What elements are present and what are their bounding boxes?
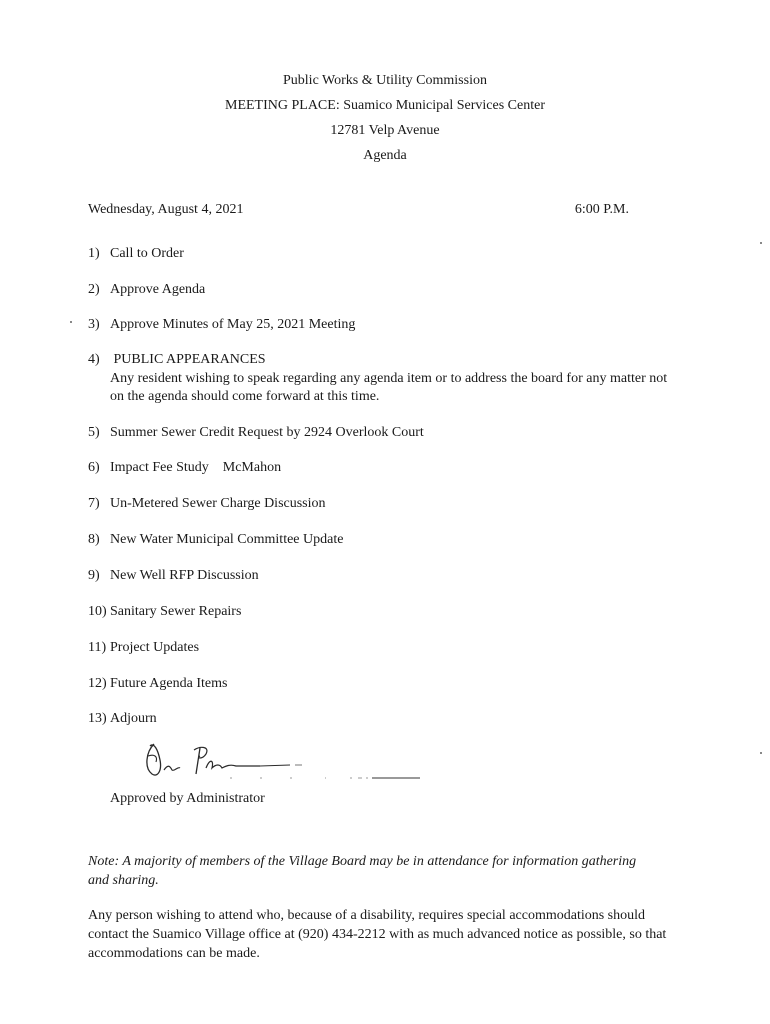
agenda-item-number: 3) bbox=[88, 317, 100, 332]
meeting-place: MEETING PLACE: Suamico Municipal Services Center bbox=[225, 98, 545, 113]
agenda-item-number: 11) bbox=[88, 640, 107, 655]
agenda-item-number: 1) bbox=[88, 246, 100, 261]
accommodations-notice: Any person wishing to attend who, because of a disability, requires special accommodations should contact the Suamico Village office at (920) 434-2212 with as much advanced notice as possible, so that accommodations can be made. bbox=[88, 908, 667, 961]
signature-caption: Approved by Administrator bbox=[110, 791, 265, 806]
agenda-item bbox=[88, 246, 184, 262]
meeting-time: 6:00 P.M. bbox=[574, 202, 629, 217]
attendance-note: Note: A majority of members of the Village Board may be in attendance for information gathering and sharing. bbox=[88, 854, 637, 888]
meeting-address: 12781 Velp Avenue bbox=[330, 123, 440, 138]
agenda-item bbox=[88, 317, 355, 333]
agenda-item-number: 2) bbox=[88, 282, 100, 297]
agenda-item-number: 8) bbox=[88, 532, 100, 547]
agenda-item bbox=[88, 568, 259, 584]
administrator-signature bbox=[140, 734, 430, 786]
agenda-item-text: Call to Order bbox=[110, 246, 184, 261]
scan-speck bbox=[760, 242, 762, 244]
agenda-item-text: Project Updates bbox=[110, 640, 200, 655]
scan-speck bbox=[760, 752, 762, 754]
meeting-date: Wednesday, August 4, 2021 bbox=[88, 202, 244, 217]
commission-title: Public Works & Utility Commission bbox=[283, 73, 487, 88]
agenda-item-number: 6) bbox=[88, 460, 100, 475]
agenda-item-number: 12) bbox=[88, 676, 107, 691]
agenda-item bbox=[88, 676, 227, 692]
agenda-item-text: PUBLIC APPEARANCES bbox=[110, 352, 266, 367]
agenda-item-number: 13) bbox=[88, 711, 107, 726]
agenda-item bbox=[88, 282, 205, 298]
agenda-item bbox=[88, 496, 326, 512]
agenda-item-text: New Water Municipal Committee Update bbox=[110, 532, 344, 547]
document-type: Agenda bbox=[363, 148, 407, 163]
agenda-item-text: Adjourn bbox=[110, 711, 157, 726]
agenda-item-number: 7) bbox=[88, 496, 100, 511]
agenda-item-text: Approve Agenda bbox=[110, 282, 206, 297]
agenda-item bbox=[88, 604, 241, 620]
agenda-item bbox=[88, 711, 157, 727]
agenda-item bbox=[88, 425, 424, 441]
agenda-item-text: New Well RFP Discussion bbox=[110, 568, 259, 583]
public-appearances-description: Any resident wishing to speak regarding any agenda item or to address the board for any matter not on the agenda should come forward at this time. bbox=[110, 371, 668, 404]
agenda-item-number: 5) bbox=[88, 425, 100, 440]
agenda-item bbox=[88, 640, 199, 656]
agenda-item-text: Approve Minutes of May 25, 2021 Meeting bbox=[110, 317, 356, 332]
agenda-item-number: 9) bbox=[88, 568, 100, 583]
agenda-item-text: Sanitary Sewer Repairs bbox=[110, 604, 242, 619]
agenda-item-text: Future Agenda Items bbox=[110, 676, 228, 691]
agenda-item bbox=[88, 532, 343, 548]
agenda-item bbox=[88, 460, 281, 476]
agenda-item-number: 10) bbox=[88, 604, 107, 619]
agenda-item-text: Summer Sewer Credit Request by 2924 Overlook Court bbox=[110, 425, 424, 440]
agenda-item-number: 4) bbox=[88, 352, 100, 367]
agenda-item bbox=[88, 352, 266, 368]
agenda-item-text: Impact Fee Study McMahon bbox=[110, 460, 282, 475]
agenda-item-text: Un-Metered Sewer Charge Discussion bbox=[110, 496, 326, 511]
scan-speck bbox=[70, 321, 72, 323]
document-header bbox=[0, 68, 770, 168]
